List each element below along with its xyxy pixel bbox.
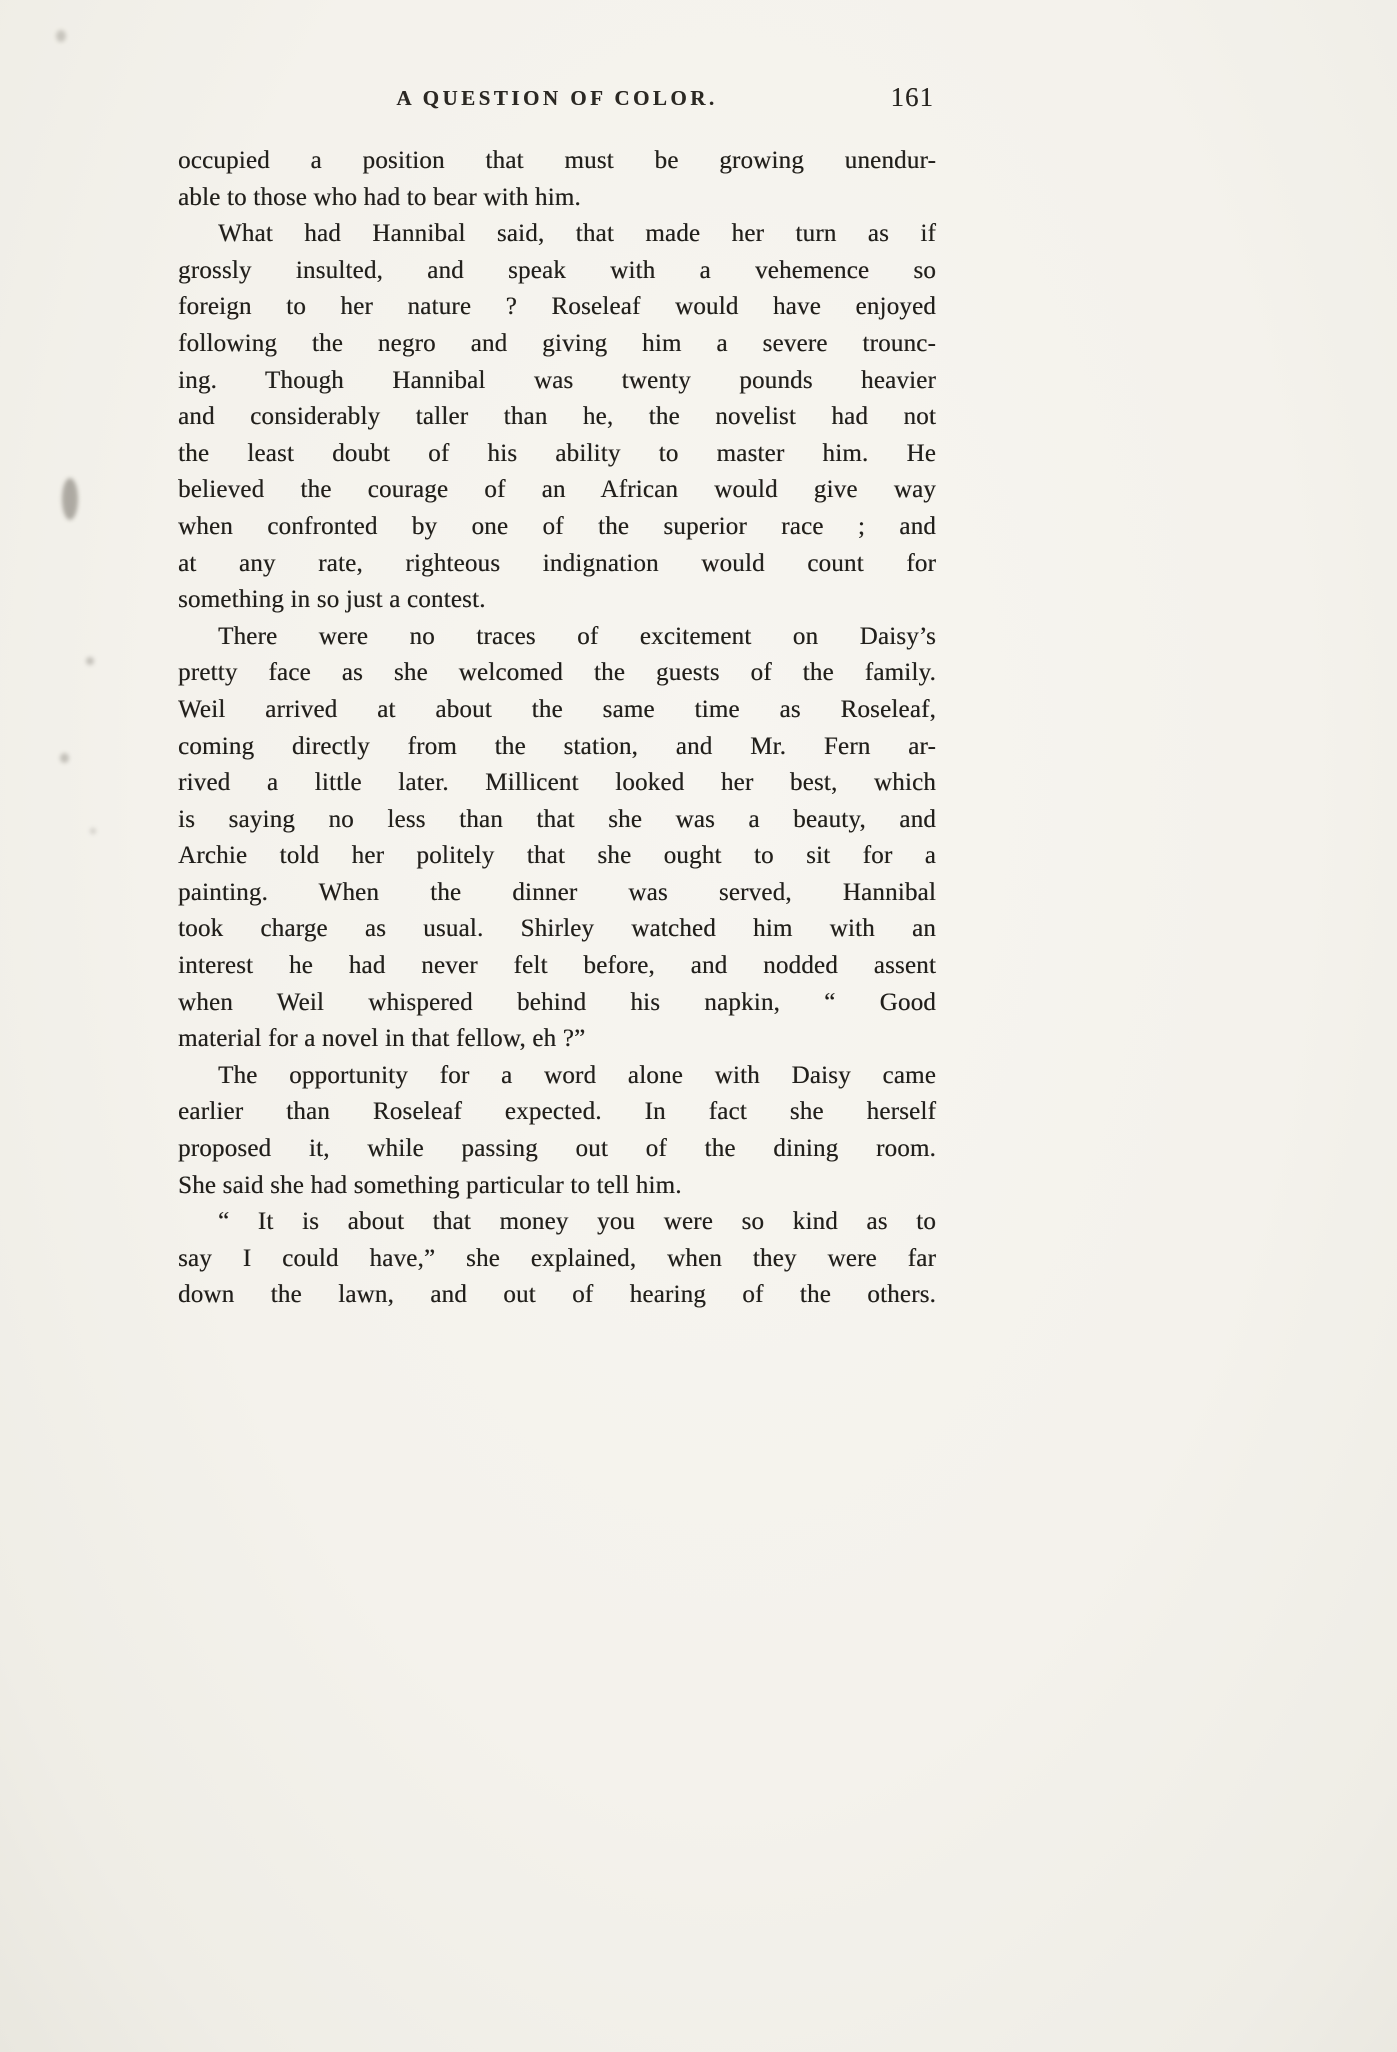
text-line: say I could have,” she explained, when they were far [178, 1244, 936, 1272]
text-line: She said she had something particular to tell him. [178, 1171, 682, 1199]
text-line: material for a novel in that fellow, eh ?” [178, 1025, 586, 1053]
text-line: when confronted by one of the superior race ; and [178, 512, 936, 540]
text-line: something in so just a contest. [178, 586, 486, 614]
ink-smudge [86, 657, 94, 665]
running-header-title: A QUESTION OF COLOR. [396, 86, 718, 110]
text-block [178, 143, 936, 1314]
text-line: when Weil whispered behind his napkin, “ Good [178, 988, 936, 1016]
text-line: The opportunity for a word alone with Daisy came [218, 1061, 936, 1089]
text-line: following the negro and giving him a severe trounc- [178, 329, 936, 357]
text-line: Archie told her politely that she ought to sit for a [178, 842, 936, 870]
text-line: occupied a position that must be growing unendur- [178, 147, 936, 174]
running-header [178, 82, 936, 116]
text-line: interest he had never felt before, and nodded assent [178, 952, 936, 980]
paragraph [178, 1204, 936, 1314]
paragraph [178, 1058, 936, 1204]
paragraph [178, 619, 936, 1058]
page-number: 161 [890, 82, 934, 112]
text-line: at any rate, righteous indignation would count for [178, 549, 936, 577]
text-line: believed the courage of an African would give way [178, 476, 936, 504]
text-line: able to those who had to bear with him. [178, 183, 581, 211]
text-line: earlier than Roseleaf expected. In fact she herself [178, 1098, 936, 1126]
text-line: ing. Though Hannibal was twenty pounds heavier [178, 366, 936, 394]
ink-smudge [62, 478, 78, 520]
text-line: Weil arrived at about the same time as Roseleaf, [178, 695, 936, 723]
paragraph [178, 143, 936, 216]
text-line: proposed it, while passing out of the dining room. [178, 1135, 936, 1163]
text-line: coming directly from the station, and Mr. Fern ar- [178, 732, 936, 760]
text-line: “ It is about that money you were so kind as to [218, 1208, 936, 1236]
text-line: There were no traces of excitement on Daisy’s [218, 622, 936, 650]
text-line: took charge as usual. Shirley watched him with an [178, 915, 936, 943]
text-line: and considerably taller than he, the novelist had not [178, 403, 936, 431]
paragraph [178, 216, 936, 619]
text-line: What had Hannibal said, that made her turn as if [218, 220, 936, 248]
text-line: pretty face as she welcomed the guests of the family. [178, 659, 936, 687]
text-line: is saying no less than that she was a beauty, and [178, 805, 936, 833]
text-line: rived a little later. Millicent looked her best, which [178, 769, 936, 797]
text-line: down the lawn, and out of hearing of the others. [178, 1281, 936, 1309]
ink-smudge [56, 30, 66, 42]
text-line: grossly insulted, and speak with a vehemence so [178, 256, 936, 284]
text-line: foreign to her nature ? Roseleaf would have enjoyed [178, 293, 936, 321]
text-line: the least doubt of his ability to master him. He [178, 439, 936, 467]
text-line: painting. When the dinner was served, Hannibal [178, 878, 936, 906]
ink-smudge [90, 828, 96, 834]
ink-smudge [60, 753, 69, 763]
